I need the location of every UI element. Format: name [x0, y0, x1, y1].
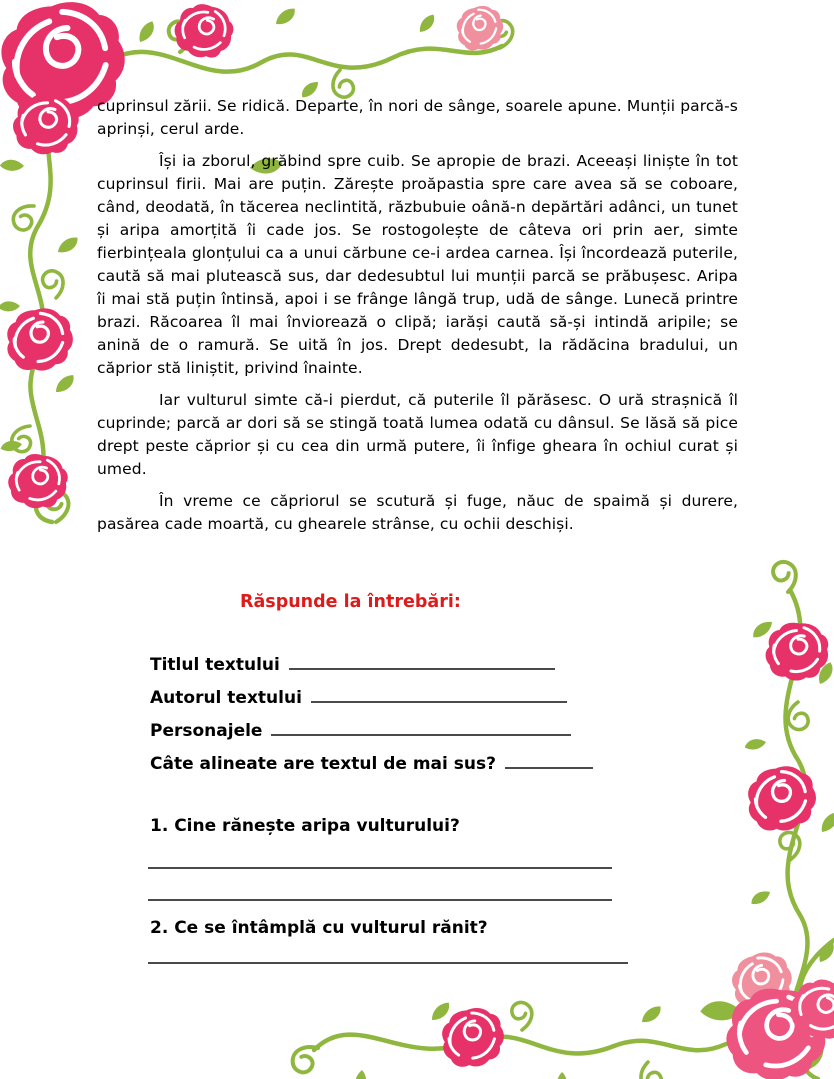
field-characters-label: Personajele	[150, 721, 263, 741]
passage-paragraph: Iar vulturul simte că-i pierdut, că puterile îl părăsesc. O ură strașnică îl cuprinde; parcă ar dori să se stingă toată lumea odată cu dânsul. Se lăsă să pice drept peste căprior și cu cea din urmă putere, îi înfige gheara în ochiul curat și umed.	[97, 391, 738, 478]
reading-passage	[97, 95, 738, 545]
passage-paragraph: În vreme ce căpriorul se scutură și fuge, năuc de spaimă și durere, pasărea cade moartă, cu ghearele strânse, cu ochii deschiși.	[97, 492, 738, 533]
field-characters	[150, 719, 571, 741]
passage-paragraph: cuprinsul zării. Se ridică. Departe, în nori de sânge, soarele apune. Munții parcă-s aprinși, cerul arde.	[97, 97, 738, 138]
passage-paragraph: Își ia zborul, grăbind spre cuib. Se apropie de brazi. Aceeași liniște în tot cuprinsul firii. Mai are puțin. Zărește proăpastia spre care avea să se coboare, când, deodată, în tăcerea neclintită, răzbubuie oână-n depărtări adânci, un tunet și aripa amorțită îi cade jos. Se rostogolește de câteva ori prin aer, simte fierbințeala glonțului ca a unui cărbune ce-i ardea carnea. Își încordează puterile, caută să mai plutească sus, dar dedesubtul lui munții parcă se prăbușesc. Aripa îi mai stă puțin întinsă, apoi i se frânge lângă trup, udă de sânge. Lunecă printre brazi. Răcoarea îl mai înviorează o clipă; iarăși caută să-și intindă aripile; se anină de o ramură. Se uită în jos. Drept dedesubt, la rădăcina bradului, un căprior stă liniștit, privind înainte.	[97, 152, 738, 377]
characters-write-line	[271, 719, 571, 736]
answer-line	[148, 899, 612, 901]
answer-line	[148, 867, 612, 869]
field-title-label: Titlul textului	[150, 655, 280, 675]
question-2: 2. Ce se întâmplă cu vulturul rănit?	[150, 918, 488, 938]
title-write-line	[289, 653, 555, 670]
field-paragraph-count	[150, 752, 593, 774]
field-paragraph-count-label: Câte alineate are textul de mai sus?	[150, 754, 496, 774]
paragraph-count-write-line	[505, 752, 593, 769]
author-write-line	[311, 686, 567, 703]
field-author	[150, 686, 567, 708]
field-author-label: Autorul textului	[150, 688, 302, 708]
questions-heading: Răspunde la întrebări:	[240, 592, 461, 612]
field-title	[150, 653, 555, 675]
question-1: 1. Cine rănește aripa vulturului?	[150, 816, 460, 836]
answer-line	[148, 962, 628, 964]
